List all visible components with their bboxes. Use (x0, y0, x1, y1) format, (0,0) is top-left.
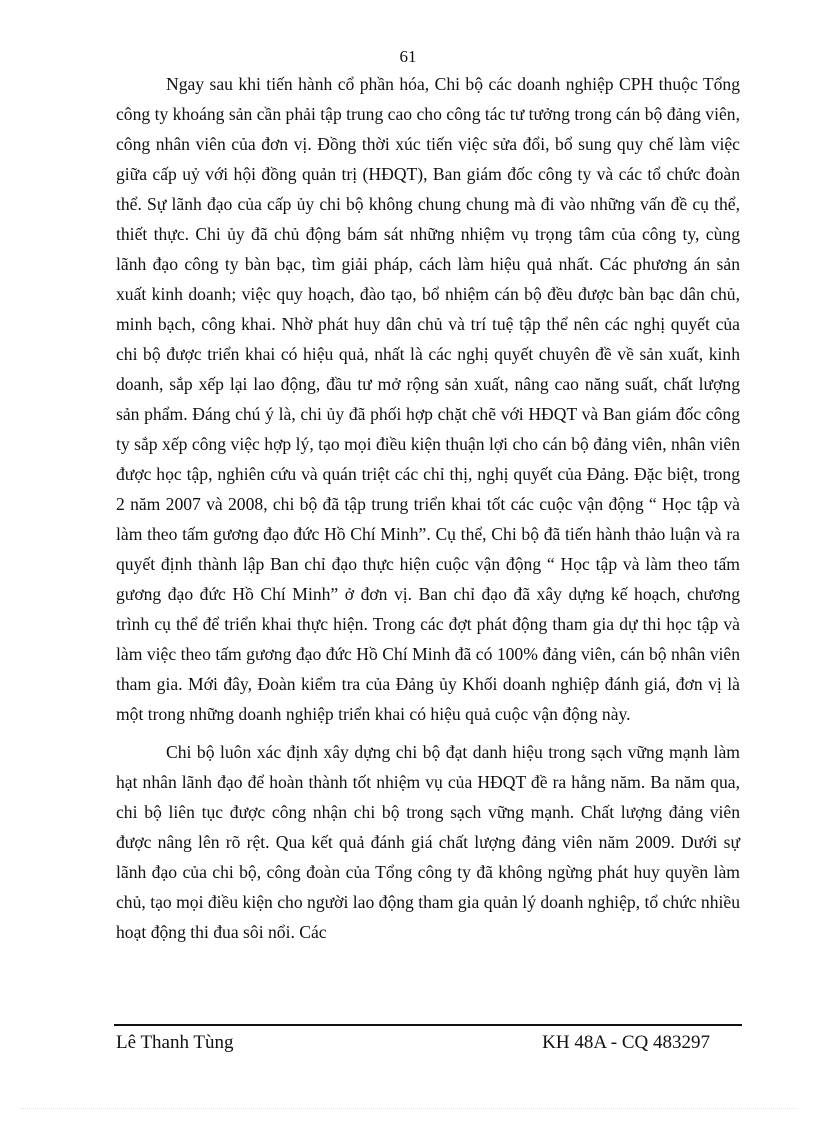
paragraph: Ngay sau khi tiến hành cổ phần hóa, Chi bộ các doanh nghiệp CPH thuộc Tổng công ty khoáng sản cần phải tập trung cao cho công tác tư tưởng trong cán bộ đảng viên, công nhân viên của đơn vị. Đồng thời xúc tiến việc sửa đổi, bổ sung quy chế làm việc giữa cấp uỷ với hội đồng quản trị (HĐQT), Ban giám đốc công ty và các tổ chức đoàn thể. Sự lãnh đạo của cấp ủy chi bộ không chung chung mà đi vào những vấn đề cụ thể, thiết thực. Chi ủy đã chủ động bám sát những nhiệm vụ trọng tâm của công ty, cùng lãnh đạo công ty bàn bạc, tìm giải pháp, cách làm hiệu quả nhất. Các phương án sản xuất kinh doanh; việc quy hoạch, đào tạo, bổ nhiệm cán bộ đều được bàn bạc dân chủ, minh bạch, công khai. Nhờ phát huy dân chủ và trí tuệ tập thể nên các nghị quyết của chi bộ được triển khai có hiệu quả, nhất là các nghị quyết chuyên đề về sản xuất, kinh doanh, sắp xếp lại lao động, đầu tư mở rộng sản xuất, nâng cao năng suất, chất lượng sản phẩm. Đáng chú ý là, chi ủy đã phối hợp chặt chẽ với HĐQT và Ban giám đốc công ty sắp xếp công việc hợp lý, tạo mọi điều kiện thuận lợi cho cán bộ đảng viên, nhân viên được học tập, nghiên cứu và quán triệt các chỉ thị, nghị quyết của Đảng. Đặc biệt, trong 2 năm 2007 và 2008, chi bộ đã tập trung triển khai tốt các cuộc vận động “ Học tập và làm theo tấm gương đạo đức Hồ Chí Minh”. Cụ thể, Chi bộ đã tiến hành thảo luận và ra quyết định thành lập Ban chỉ đạo thực hiện cuộc vận động “ Học tập và làm theo tấm gương đạo đức Hồ Chí Minh” ở đơn vị. Ban chỉ đạo đã xây dựng kế hoạch, chương trình cụ thể để triển khai thực hiện. Trong các đợt phát động tham gia dự thi học tập và làm việc theo tấm gương đạo đức Hồ Chí Minh đã có 100% đảng viên, cán bộ nhân viên tham gia. Mới đây, Đoàn kiểm tra của Đảng ủy Khối doanh nghiệp đánh giá, đơn vị là một trong những doanh nghiệp triển khai có hiệu quả cuộc vận động này. (116, 74, 740, 724)
paragraph: Chi bộ luôn xác định xây dựng chi bộ đạt danh hiệu trong sạch vững mạnh làm hạt nhân lãnh đạo để hoàn thành tốt nhiệm vụ của HĐQT đề ra hằng năm. Ba năm qua, chi bộ liên tục được công nhận chi bộ trong sạch vững mạnh. Chất lượng đảng viên được nâng lên rõ rệt. Qua kết quả đánh giá chất lượng đảng viên năm 2009. Dưới sự lãnh đạo của chi bộ, công đoàn của Tổng công ty đã không ngừng phát huy quyền làm chủ, tạo mọi điều kiện cho người lao động tham gia quản lý doanh nghiệp, tổ chức nhiều hoạt động thi đua sôi nổi. Các (116, 742, 740, 942)
footer-author: Lê Thanh Tùng (116, 1032, 234, 1053)
bottom-border (20, 1108, 796, 1109)
footer-rule (114, 1024, 742, 1026)
footer-code: KH 48A - CQ 483297 (542, 1032, 710, 1053)
body-text (116, 69, 740, 947)
page-number: 61 (399, 47, 417, 66)
